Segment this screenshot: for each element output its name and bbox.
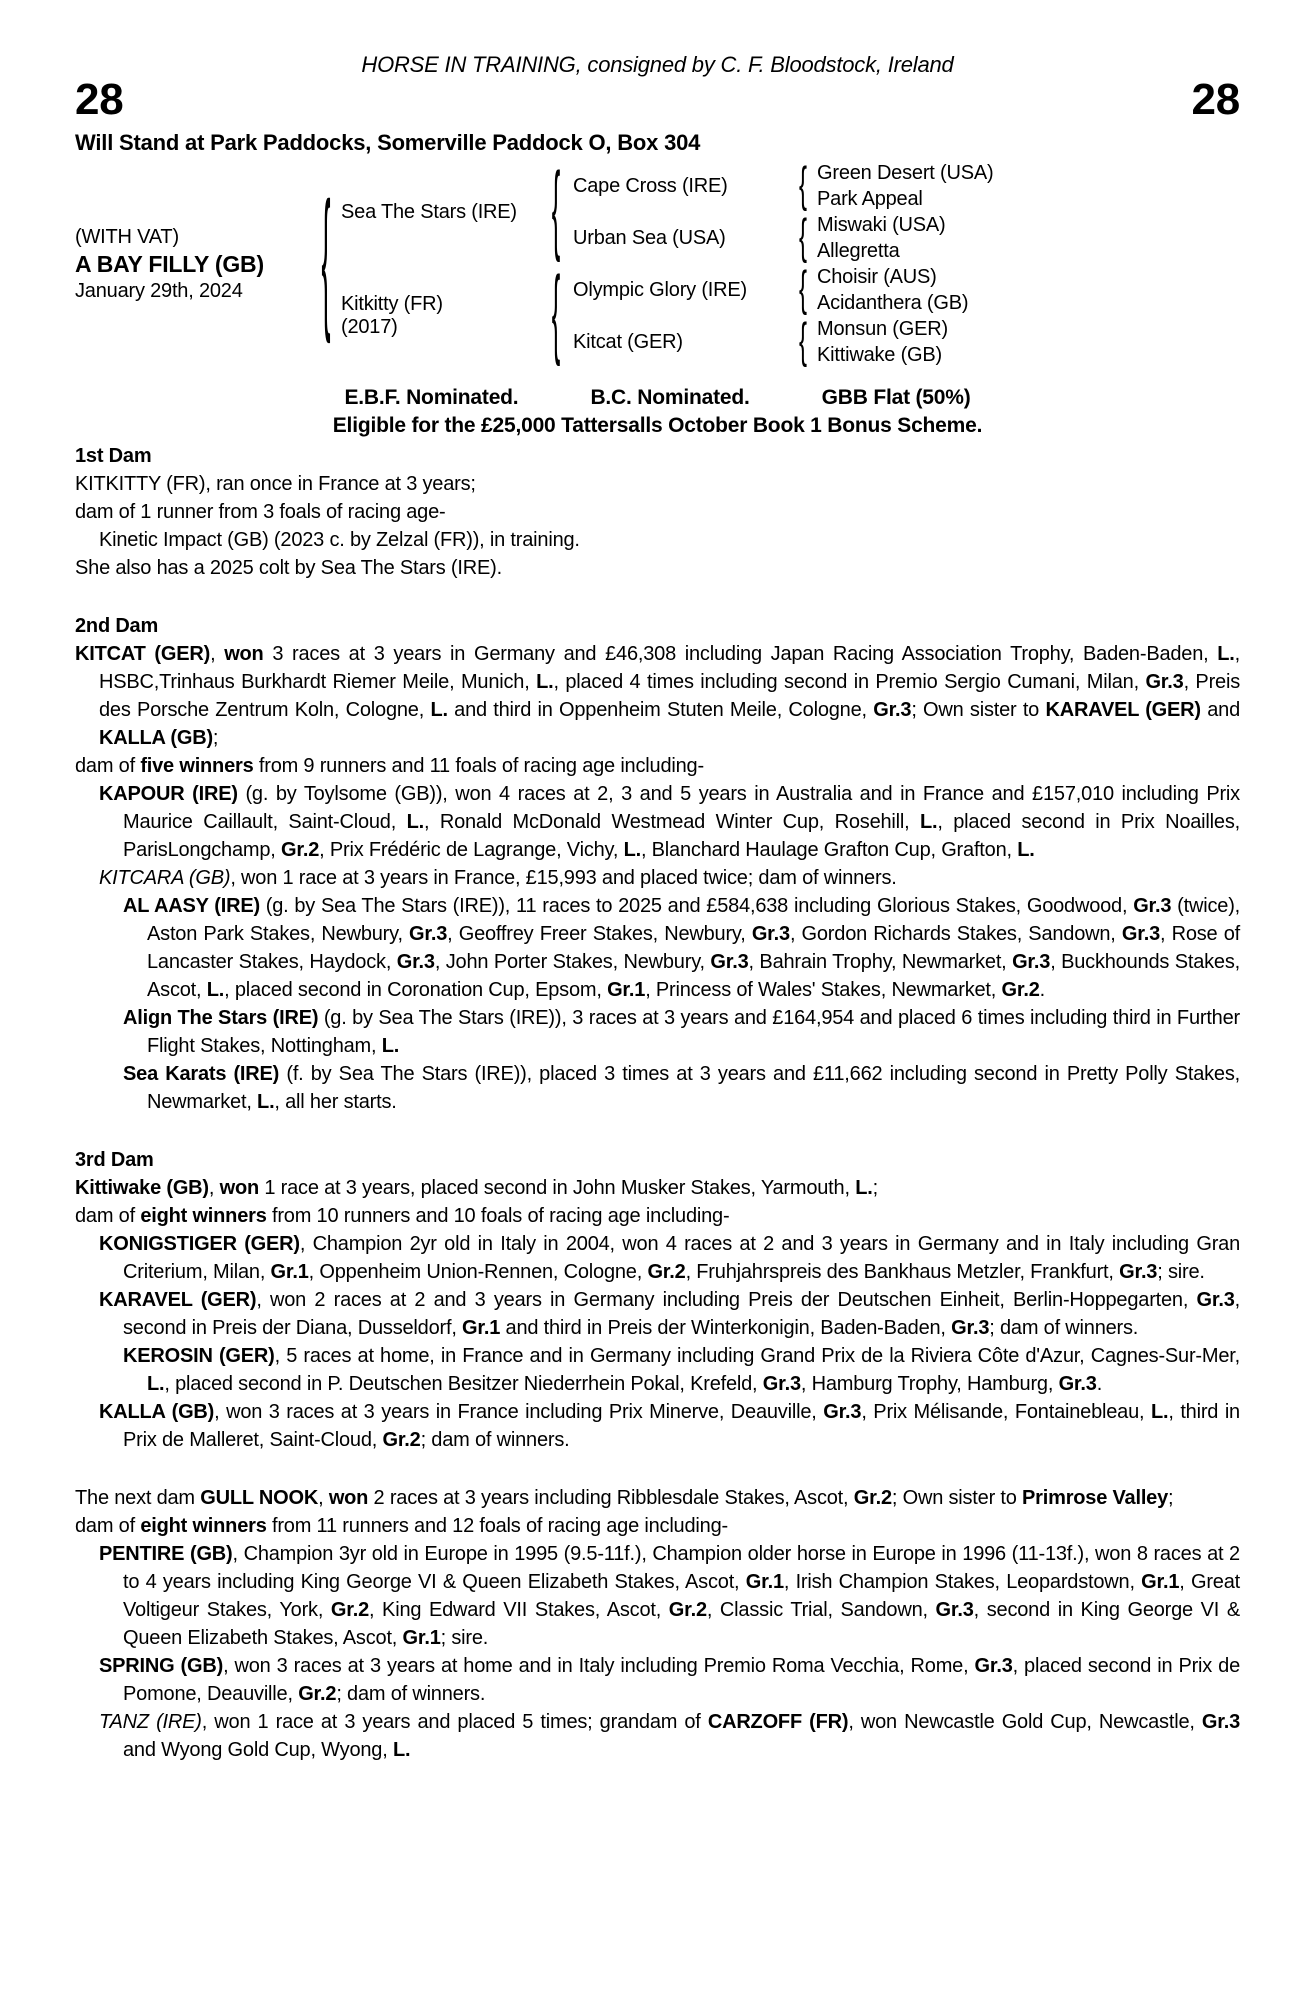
text-run: from 10 runners and 10 foals of racing age including-	[266, 1205, 730, 1227]
pedigree-paragraph	[75, 1708, 1240, 1764]
text-run: KALLA (GB)	[99, 1401, 215, 1423]
dam-sire-sire: Choisir (AUS)	[817, 265, 937, 288]
text-run: Gr.3	[762, 1373, 801, 1395]
dam-section	[75, 612, 1240, 1116]
text-run: dam of	[75, 1205, 141, 1227]
text-run: , Champion 2yr old in Italy in 2004, won 4 races at 2 and 3 years in Germany and in Italy including Gran Criterium, Milan,	[123, 1233, 1240, 1283]
text-run: Gr.2	[853, 1487, 892, 1509]
text-run: won	[328, 1487, 369, 1509]
sire-dam-name: Urban Sea (USA)	[573, 226, 726, 249]
foal-date: January 29th, 2024	[75, 279, 243, 302]
text-run: , Preis des Porsche Zentrum Koln, Cologne,	[99, 671, 1240, 721]
text-run: L.	[430, 699, 448, 721]
vat-note: (WITH VAT)	[75, 225, 179, 248]
nominations-row	[75, 384, 1240, 412]
text-run: L.	[920, 811, 938, 833]
text-run: from 11 runners and 12 foals of racing age including-	[266, 1515, 728, 1537]
dam-section	[75, 1146, 1240, 1454]
text-run: L.	[206, 979, 225, 1001]
text-run: Gr.3	[823, 1401, 862, 1423]
pedigree-paragraph	[75, 640, 1240, 752]
text-run: CARZOFF (FR)	[707, 1711, 849, 1733]
text-run: , Buckhounds Stakes, Ascot,	[147, 951, 1241, 1001]
pedigree-text-sections	[75, 442, 1240, 1764]
text-run: ; Own sister to	[891, 1487, 1023, 1509]
dam-dam-sire: Monsun (GER)	[817, 317, 948, 340]
text-run: Gr.2	[330, 1599, 370, 1621]
text-run: Gr.1	[607, 979, 646, 1001]
text-run: , second in King George VI & Queen Elizabeth Stakes, Ascot,	[123, 1599, 1240, 1649]
text-run: KALLA (GB)	[99, 727, 213, 749]
pedigree-paragraph	[75, 780, 1240, 864]
text-run: Gr.3	[710, 951, 749, 973]
text-run: ,	[210, 643, 225, 665]
text-run: , Rose of Lancaster Stakes, Haydock,	[147, 923, 1240, 973]
text-run: and third in Oppenheim Stuten Meile, Cologne,	[447, 699, 874, 721]
text-run: (f. by Sea The Stars (IRE)), placed 3 times at 3 years and £11,662 including second in Pretty Polly Stakes, Newmarket,	[147, 1063, 1240, 1113]
text-run: TANZ (IRE)	[99, 1711, 202, 1733]
section-heading: 3rd Dam	[75, 1149, 154, 1171]
text-run: Gr.3	[974, 1655, 1013, 1677]
pedigree-brace-dd: {	[799, 313, 807, 369]
pedigree-paragraph	[75, 1004, 1240, 1060]
text-run: .	[1096, 1373, 1103, 1395]
text-run: KARAVEL (GER)	[99, 1289, 257, 1311]
text-run: The next dam	[75, 1487, 201, 1509]
text-run: ,	[208, 1177, 220, 1199]
section-heading: 2nd Dam	[75, 615, 159, 637]
pedigree-tree	[75, 155, 1240, 369]
pedigree-paragraph	[75, 1174, 1240, 1202]
text-run: ; dam of winners.	[989, 1317, 1139, 1339]
text-run: KONIGSTIGER (GER)	[99, 1233, 300, 1255]
text-run: , Classic Trial, Sandown,	[706, 1599, 936, 1621]
text-run: ; dam of winners.	[420, 1429, 570, 1451]
text-run: , Ronald McDonald Westmead Winter Cup, Rosehill,	[423, 811, 920, 833]
lot-number-right: 28	[1191, 75, 1240, 124]
text-run: Primrose Valley	[1022, 1487, 1169, 1509]
text-run: ; sire.	[440, 1627, 489, 1649]
pedigree-paragraph	[75, 1512, 1240, 1540]
text-run: Gr.2	[668, 1599, 707, 1621]
text-run: Gr.1	[745, 1571, 784, 1593]
text-run: ; dam of winners.	[336, 1683, 486, 1705]
text-run: , Irish Champion Stakes, Leopardstown,	[783, 1571, 1142, 1593]
text-run: , Geoffrey Freer Stakes, Newbury,	[447, 923, 752, 945]
text-run: , Gordon Richards Stakes, Sandown,	[789, 923, 1122, 945]
text-run: eight winners	[140, 1205, 267, 1227]
nomination-bc: B.C. Nominated.	[590, 386, 750, 409]
text-run: , Prix Frédéric de Lagrange, Vichy,	[319, 839, 624, 861]
text-run: Gr.3	[1133, 895, 1172, 917]
text-run: Sea Karats (IRE)	[123, 1063, 280, 1085]
text-run: 2 races at 3 years including Ribblesdale Stakes, Ascot,	[368, 1487, 854, 1509]
text-run: , 5 races at home, in France and in Germany including Grand Prix de la Riviera Côte d'Azur, Cagnes-Sur-Mer,	[274, 1345, 1240, 1367]
text-run: , placed 4 times including second in Premio Sergio Cumani, Milan,	[553, 671, 1146, 693]
pedigree-brace-dam: {	[551, 259, 561, 369]
text-run: 3 races at 3 years in Germany and £46,308 including Japan Racing Association Trophy, Baden-Baden,	[263, 643, 1218, 665]
pedigree-paragraph	[75, 554, 1240, 582]
text-run: Gr.3	[1121, 923, 1161, 945]
sire-name: Sea The Stars (IRE)	[341, 200, 517, 223]
pedigree-paragraph	[75, 1202, 1240, 1230]
dam-dam-dam: Kittiwake (GB)	[817, 343, 943, 366]
text-run: , won 1 race at 3 years and placed 5 times; grandam of	[201, 1711, 708, 1733]
text-run: Kinetic Impact (GB) (2023 c. by Zelzal (FR)), in training.	[99, 529, 580, 551]
text-run: L.	[1217, 643, 1235, 665]
text-run: , won 1 race at 3 years in France, £15,993 and placed twice; dam of winners.	[230, 867, 897, 889]
text-run: , Hamburg Trophy, Hamburg,	[800, 1373, 1059, 1395]
text-run: KITKITTY (FR), ran once in France at 3 years;	[75, 473, 476, 495]
text-run: L.	[623, 839, 641, 861]
pedigree-paragraph	[75, 526, 1240, 554]
text-run: , King Edward VII Stakes, Ascot,	[369, 1599, 669, 1621]
text-run: , won 2 races at 2 and 3 years in Germany including Preis der Deutschen Einheit, Berlin-Hoppegarten,	[256, 1289, 1197, 1311]
pedigree-paragraph	[75, 1342, 1240, 1398]
text-run: L.	[1150, 1401, 1169, 1423]
text-run: and third in Preis der Winterkonigin, Baden-Baden,	[500, 1317, 952, 1339]
pedigree-paragraph	[75, 752, 1240, 780]
pedigree-brace-sd: {	[799, 209, 807, 265]
text-run: , John Porter Stakes, Newbury,	[434, 951, 711, 973]
dam-name: Kitkitty (FR)	[341, 293, 443, 315]
text-run: L.	[392, 1739, 411, 1761]
text-run: Gr.3	[1145, 671, 1184, 693]
text-run: .	[1039, 979, 1045, 1001]
stand-location: Will Stand at Park Paddocks, Somerville Paddock O, Box 304	[75, 130, 701, 155]
text-run: Gr.3	[396, 951, 435, 973]
text-run: L.	[381, 1035, 400, 1057]
text-run: She also has a 2025 colt by Sea The Stars (IRE).	[75, 557, 502, 579]
text-run: , Great Voltigeur Stakes, York,	[123, 1571, 1240, 1621]
text-run: , Fruhjahrspreis des Bankhaus Metzler, Frankfurt,	[685, 1261, 1120, 1283]
pedigree-paragraph	[75, 1398, 1240, 1454]
text-run: and	[1200, 699, 1240, 721]
nomination-gbb: GBB Flat (50%)	[821, 386, 971, 409]
text-run: KITCAT (GER)	[75, 643, 211, 665]
text-run: Gr.1	[402, 1627, 441, 1649]
pedigree-paragraph	[75, 1540, 1240, 1652]
text-run: , won Newcastle Gold Cup, Newcastle,	[848, 1711, 1202, 1733]
text-run: five winners	[140, 755, 254, 777]
text-run: AL AASY (IRE)	[123, 895, 260, 917]
sire-sire-dam: Park Appeal	[817, 187, 923, 210]
pedigree-brace-ss: {	[799, 157, 807, 213]
text-run: Gr.3	[409, 923, 448, 945]
text-run: ,	[318, 1487, 329, 1509]
lot-number-left: 28	[75, 75, 124, 124]
text-run: KAPOUR (IRE)	[99, 783, 238, 805]
text-run: KARAVEL (GER)	[1045, 699, 1201, 721]
text-run: Gr.2	[382, 1429, 421, 1451]
dam-name-block	[341, 293, 539, 339]
text-run: L.	[536, 671, 554, 693]
text-run: (g. by Sea The Stars (IRE)), 3 races at 3 years and £164,954 and placed 6 times including third in Further Flight Stakes, Nottingham,	[147, 1007, 1240, 1057]
pedigree-paragraph	[75, 892, 1240, 1004]
text-run: ; sire.	[1157, 1261, 1205, 1283]
lot-number-row	[75, 75, 1240, 124]
pedigree-paragraph	[75, 1286, 1240, 1342]
dam-dam-name: Kitcat (GER)	[573, 330, 683, 353]
text-run: dam of	[75, 1515, 141, 1537]
text-run: ; Own sister to	[911, 699, 1046, 721]
consignor-line: HORSE IN TRAINING, consigned by C. F. Bloodstock, Ireland	[361, 52, 954, 77]
text-run: L.	[406, 811, 424, 833]
text-run: ;	[212, 727, 219, 749]
text-run: , Princess of Wales' Stakes, Newmarket,	[645, 979, 1002, 1001]
text-run: , placed second in P. Deutschen Besitzer Niederrhein Pokal, Krefeld,	[164, 1373, 763, 1395]
text-run: dam of 1 runner from 3 foals of racing age-	[75, 501, 446, 523]
text-run: Kittiwake (GB)	[75, 1177, 209, 1199]
sire-sire-sire: Green Desert (USA)	[817, 161, 994, 184]
dam-section	[75, 1484, 1240, 1764]
dam-sire-name: Olympic Glory (IRE)	[573, 278, 747, 301]
pedigree-brace-sire: {	[551, 155, 561, 265]
text-run: Gr.3	[1196, 1289, 1235, 1311]
dam-year: (2017)	[341, 316, 398, 338]
text-run: Gr.2	[281, 839, 320, 861]
subject-name: A BAY FILLY (GB)	[75, 250, 264, 277]
text-run: L.	[147, 1373, 165, 1395]
dam-sire-dam: Acidanthera (GB)	[817, 291, 969, 314]
text-run: from 9 runners and 11 foals of racing age including-	[253, 755, 704, 777]
text-run: , placed second in Prix de Pomone, Deauville,	[123, 1655, 1241, 1705]
text-run: , HSBC,Trinhaus Burkhardt Riemer Meile, Munich,	[99, 643, 1240, 693]
text-run: , won 3 races at 3 years in France including Prix Minerve, Deauville,	[214, 1401, 824, 1423]
text-run: Gr.3	[751, 923, 790, 945]
text-run: Gr.3	[1201, 1711, 1241, 1733]
text-run: SPRING (GB)	[99, 1655, 224, 1677]
text-run: GULL NOOK	[200, 1487, 319, 1509]
text-run: Gr.3	[951, 1317, 990, 1339]
text-run: won	[224, 643, 264, 665]
text-run: PENTIRE (GB)	[99, 1543, 233, 1565]
text-run: Gr.2	[647, 1261, 686, 1283]
text-run: KITCARA (GB)	[99, 867, 231, 889]
text-run: L.	[855, 1177, 873, 1199]
text-run: 1 race at 3 years, placed second in John Musker Stakes, Yarmouth,	[259, 1177, 856, 1199]
text-run: , Prix Mélisande, Fontainebleau,	[861, 1401, 1151, 1423]
text-run: , all her starts.	[274, 1091, 397, 1113]
text-run: Gr.2	[298, 1683, 337, 1705]
pedigree-paragraph	[75, 1652, 1240, 1708]
section-heading: 1st Dam	[75, 445, 152, 467]
text-run: Gr.1	[1141, 1571, 1180, 1593]
text-run: dam of	[75, 755, 141, 777]
text-run: , Champion 3yr old in Europe in 1995 (9.5-11f.), Champion older horse in Europe in 1996 (11-13f.), won 8 races at 2 to 4 years including King George VI & Queen Elizabeth Stakes, Ascot,	[123, 1543, 1240, 1593]
text-run: , Blanchard Haulage Grafton Cup, Grafton,	[640, 839, 1018, 861]
text-run: Gr.2	[1001, 979, 1040, 1001]
sire-sire-name: Cape Cross (IRE)	[573, 174, 728, 197]
dam-section	[75, 442, 1240, 582]
nomination-ebf: E.B.F. Nominated.	[344, 386, 519, 409]
text-run: (g. by Sea The Stars (IRE)), 11 races to 2025 and £584,638 including Glorious Stakes, Goodwood,	[259, 895, 1134, 917]
pedigree-paragraph	[75, 1230, 1240, 1286]
text-run: (twice), Aston Park Stakes, Newbury,	[147, 895, 1241, 945]
text-run: , won 3 races at 3 years at home and in Italy including Premio Roma Vecchia, Rome,	[223, 1655, 975, 1677]
text-run: L.	[257, 1091, 275, 1113]
text-run: (g. by Toylsome (GB)), won 4 races at 2, 3 and 5 years in Australia and in France and £157,010 including Prix Maurice Caillault, Saint-Cloud,	[123, 783, 1240, 833]
text-run: eight winners	[140, 1515, 267, 1537]
pedigree-paragraph	[75, 470, 1240, 498]
text-run: Gr.3	[935, 1599, 974, 1621]
text-run: , third in Prix de Malleret, Saint-Cloud,	[123, 1401, 1240, 1451]
text-run: ;	[872, 1177, 878, 1199]
text-run: , Oppenheim Union-Rennen, Cologne,	[308, 1261, 648, 1283]
pedigree-paragraph	[75, 864, 1240, 892]
text-run: Gr.3	[1058, 1373, 1097, 1395]
text-run: , second in Preis der Diana, Dusseldorf,	[123, 1289, 1240, 1339]
text-run: won	[219, 1177, 259, 1199]
pedigree-brace-ds: {	[799, 261, 807, 317]
text-run: Align The Stars (IRE)	[123, 1007, 319, 1029]
text-run: , Bahrain Trophy, Newmarket,	[748, 951, 1013, 973]
pedigree-brace-main: {	[321, 175, 331, 348]
text-run: , placed second in Coronation Cup, Epsom,	[224, 979, 608, 1001]
pedigree-paragraph	[75, 1484, 1240, 1512]
text-run: Gr.3	[1012, 951, 1051, 973]
pedigree-subject-block	[75, 224, 311, 305]
bonus-scheme-line: Eligible for the £25,000 Tattersalls October Book 1 Bonus Scheme.	[332, 414, 983, 437]
text-run: Gr.3	[873, 699, 912, 721]
sire-dam-dam: Allegretta	[817, 239, 900, 262]
text-run: Gr.1	[462, 1317, 501, 1339]
text-run: Gr.3	[1119, 1261, 1158, 1283]
text-run: ;	[1168, 1487, 1174, 1509]
sire-dam-sire: Miswaki (USA)	[817, 213, 946, 236]
text-run: , placed second in Prix Noailles, ParisLongchamp,	[123, 811, 1240, 861]
pedigree-paragraph	[75, 1060, 1240, 1116]
text-run: L.	[1017, 839, 1035, 861]
text-run: Gr.1	[270, 1261, 309, 1283]
pedigree-paragraph	[75, 498, 1240, 526]
text-run: and Wyong Gold Cup, Wyong,	[123, 1739, 393, 1761]
text-run: KEROSIN (GER)	[123, 1345, 275, 1367]
